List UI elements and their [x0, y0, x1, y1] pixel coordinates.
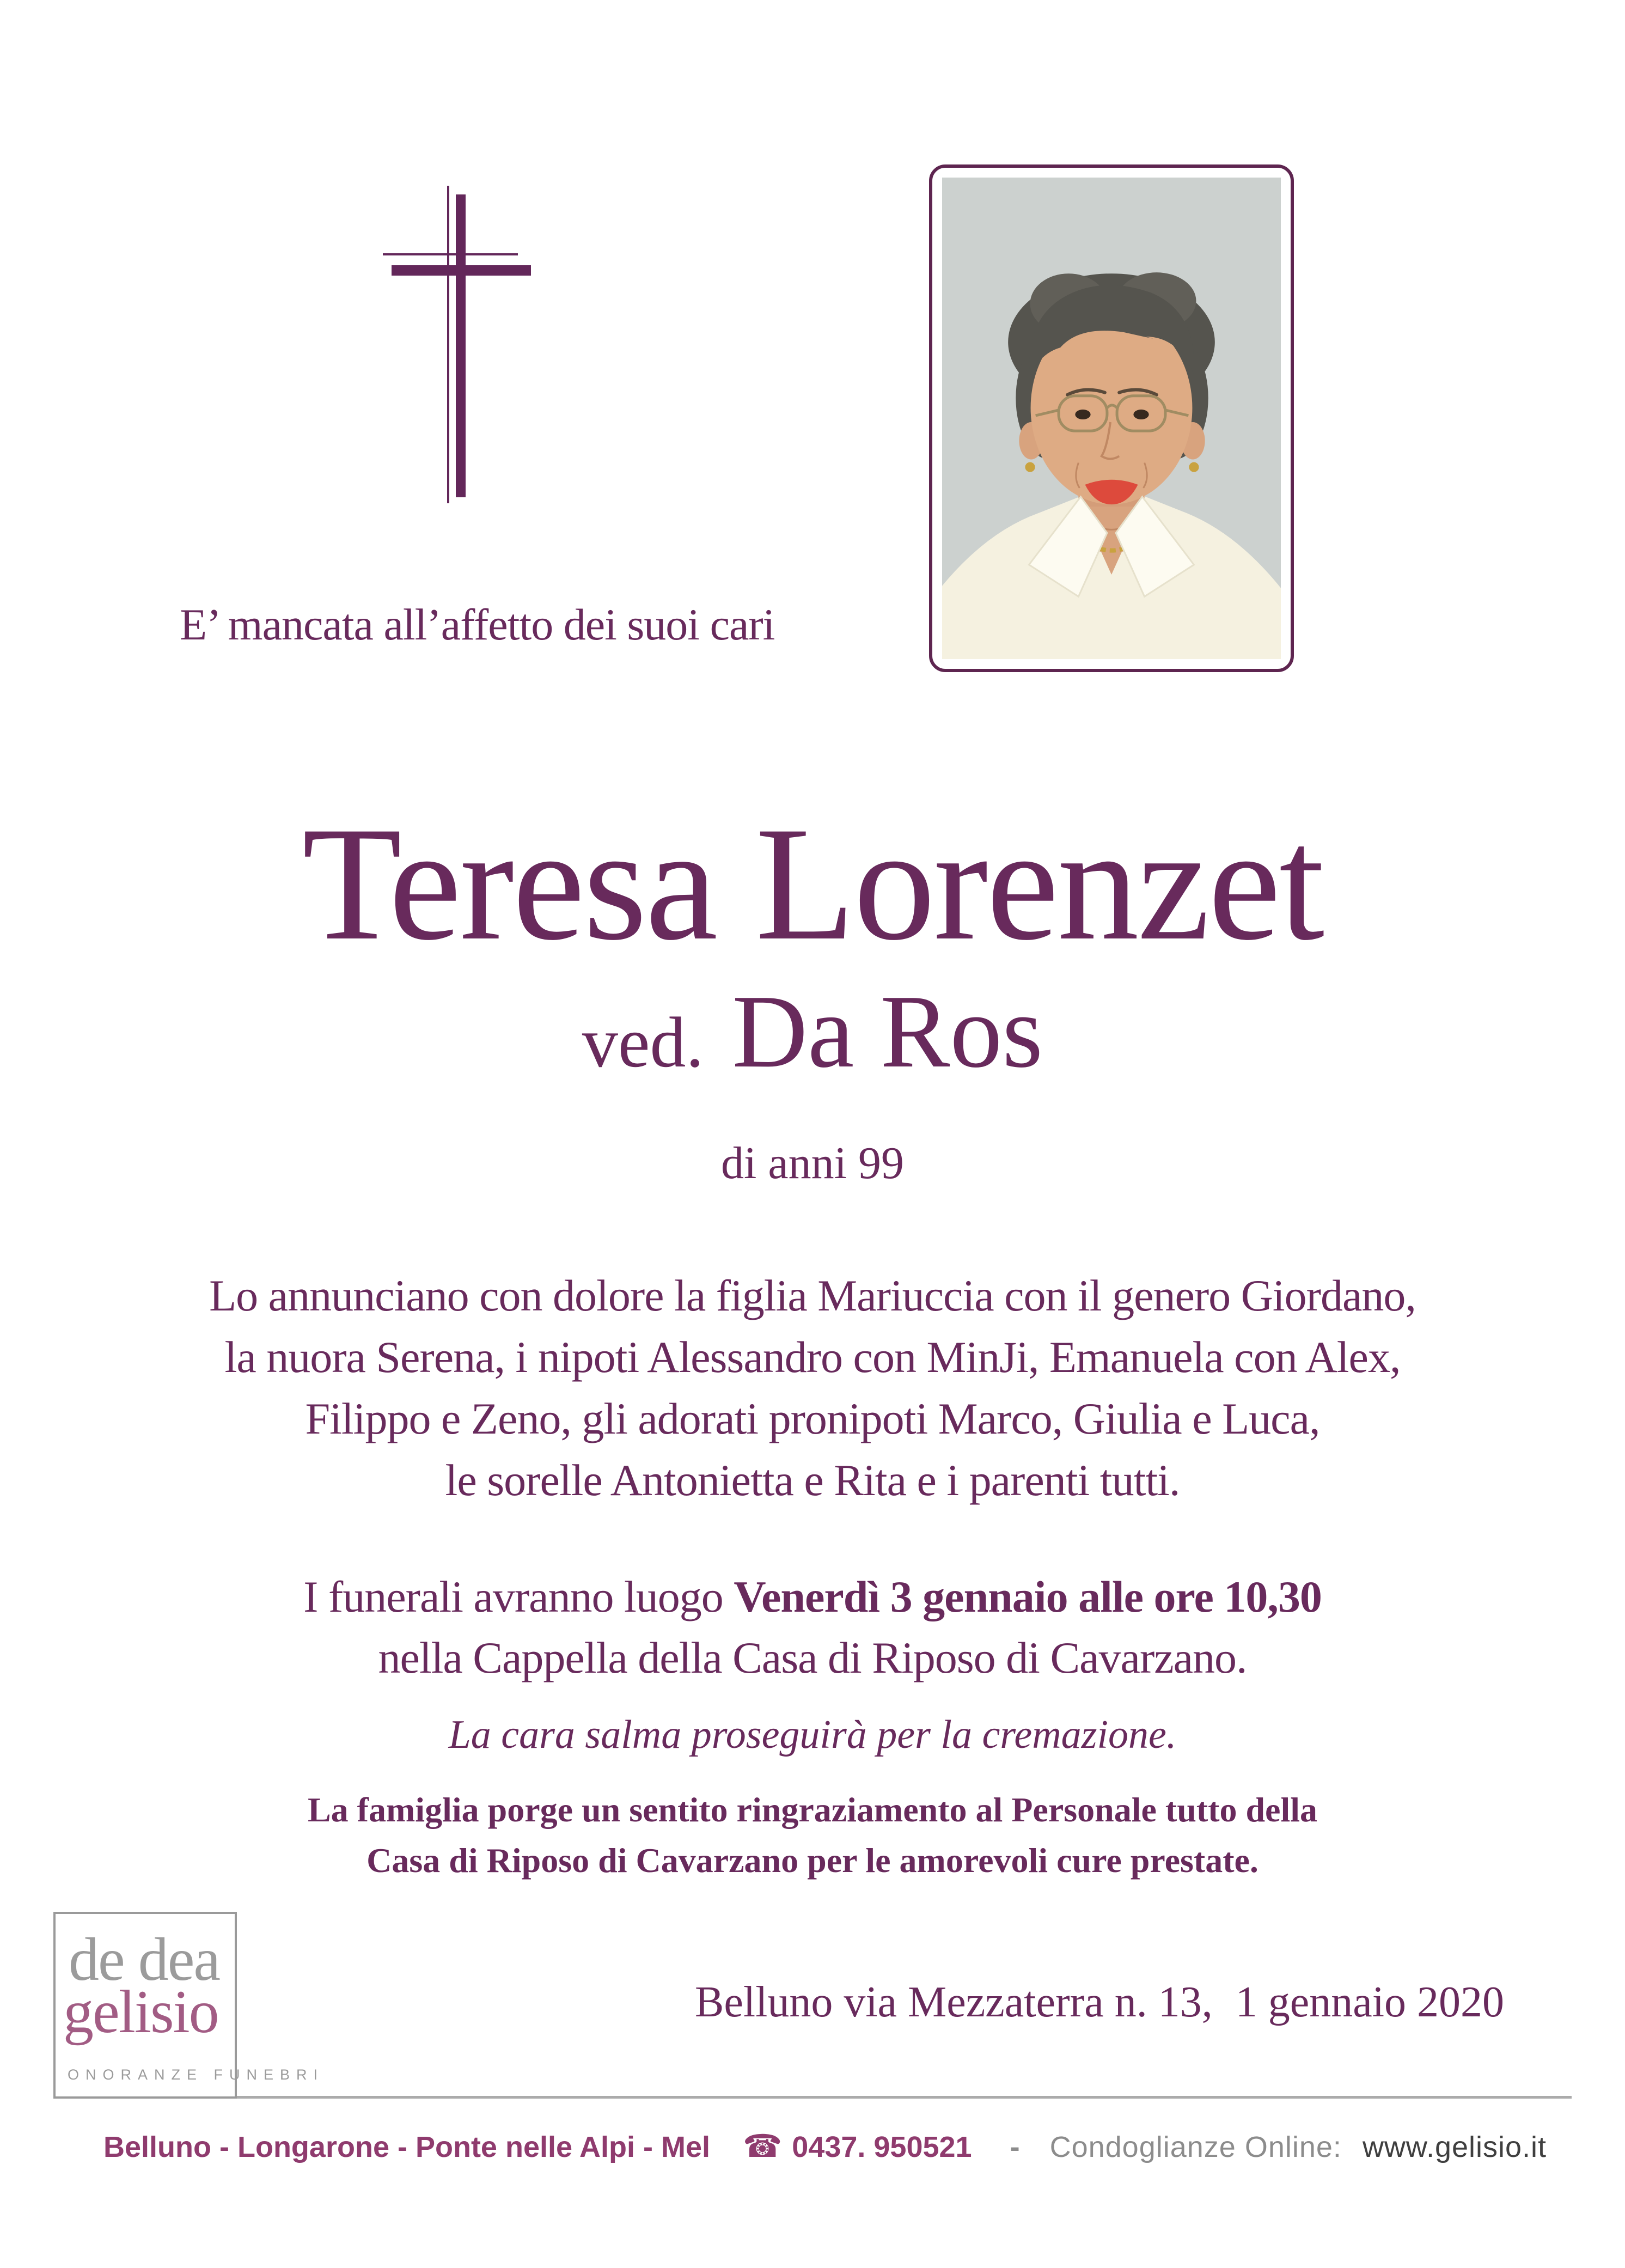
thanks-paragraph: [0, 1784, 1625, 1886]
funeral-line-1-regular: I funerali avranno luogo: [303, 1572, 734, 1621]
portrait-photo: [929, 164, 1294, 672]
address-date: 1 gennaio 2020: [1235, 1978, 1504, 2026]
funeral-details: [0, 1566, 1625, 1688]
cross-thin-horizontal-line: [383, 253, 518, 255]
funeral-home-logo: [53, 1912, 325, 2099]
separator-line: [53, 2096, 1572, 2099]
footer-phone-number: 0437. 950521: [792, 2131, 972, 2163]
footer-website: www.gelisio.it: [1362, 2131, 1547, 2163]
deceased-name: Teresa Lorenzet: [302, 793, 1323, 974]
announcement-line: Filippo e Zeno, gli adorati pronipoti Marco, Giulia e Luca,: [305, 1394, 1320, 1443]
portrait-illustration: [942, 178, 1281, 659]
cross-thin-vertical-line: [447, 186, 449, 503]
footer-locations: Belluno - Longarone - Ponte nelle Alpi - Mel: [103, 2131, 711, 2163]
cross-thick-horizontal-bar: [392, 265, 531, 276]
address-place: Belluno via Mezzaterra n. 13,: [695, 1978, 1213, 2026]
thanks-line: Casa di Riposo di Cavarzano per le amorevoli cure prestate.: [366, 1841, 1259, 1880]
address-date-line: [695, 1980, 1504, 2024]
widow-prefix: ved.: [582, 1002, 704, 1082]
logo-subtitle: ONORANZE FUNEBRI: [68, 2066, 325, 2083]
widow-name: Da Ros: [732, 973, 1043, 1089]
phone-icon: ☎: [743, 2129, 783, 2164]
announcement-line: la nuora Serena, i nipoti Alessandro con MinJi, Emanuela con Alex,: [224, 1332, 1401, 1382]
thanks-line: La famiglia porge un sentito ringraziamento al Personale tutto della: [307, 1790, 1318, 1829]
cross-thick-vertical-bar: [456, 194, 466, 497]
announcement-line: Lo annunciano con dolore la figlia Mariuccia con il genero Giordano,: [209, 1271, 1416, 1320]
announcement-paragraph: [0, 1265, 1625, 1511]
intro-line: E’ mancata all’affetto dei suoi cari: [180, 600, 775, 649]
funeral-line-1: [0, 1566, 1625, 1627]
cremation-note: La cara salma proseguirà per la cremazione.: [448, 1712, 1177, 1757]
logo-text-de-dea: de dea: [69, 1926, 220, 1993]
footer-separator: -: [1010, 2131, 1020, 2163]
widow-line: [0, 973, 1625, 1089]
funeral-line-1-bold: Venerdì 3 gennaio alle ore 10,30: [734, 1572, 1322, 1621]
funeral-line-2: nella Cappella della Casa di Riposo di Cavarzano.: [378, 1633, 1247, 1682]
footer-condolences-label: Condoglianze Online:: [1049, 2131, 1342, 2163]
logo-text-gelisio: gelisio: [63, 1978, 218, 2046]
age-line: di anni 99: [721, 1138, 904, 1188]
cross-icon: [383, 186, 543, 503]
announcement-line: le sorelle Antonietta e Rita e i parenti tutti.: [445, 1455, 1180, 1505]
footer: [103, 2131, 1574, 2162]
